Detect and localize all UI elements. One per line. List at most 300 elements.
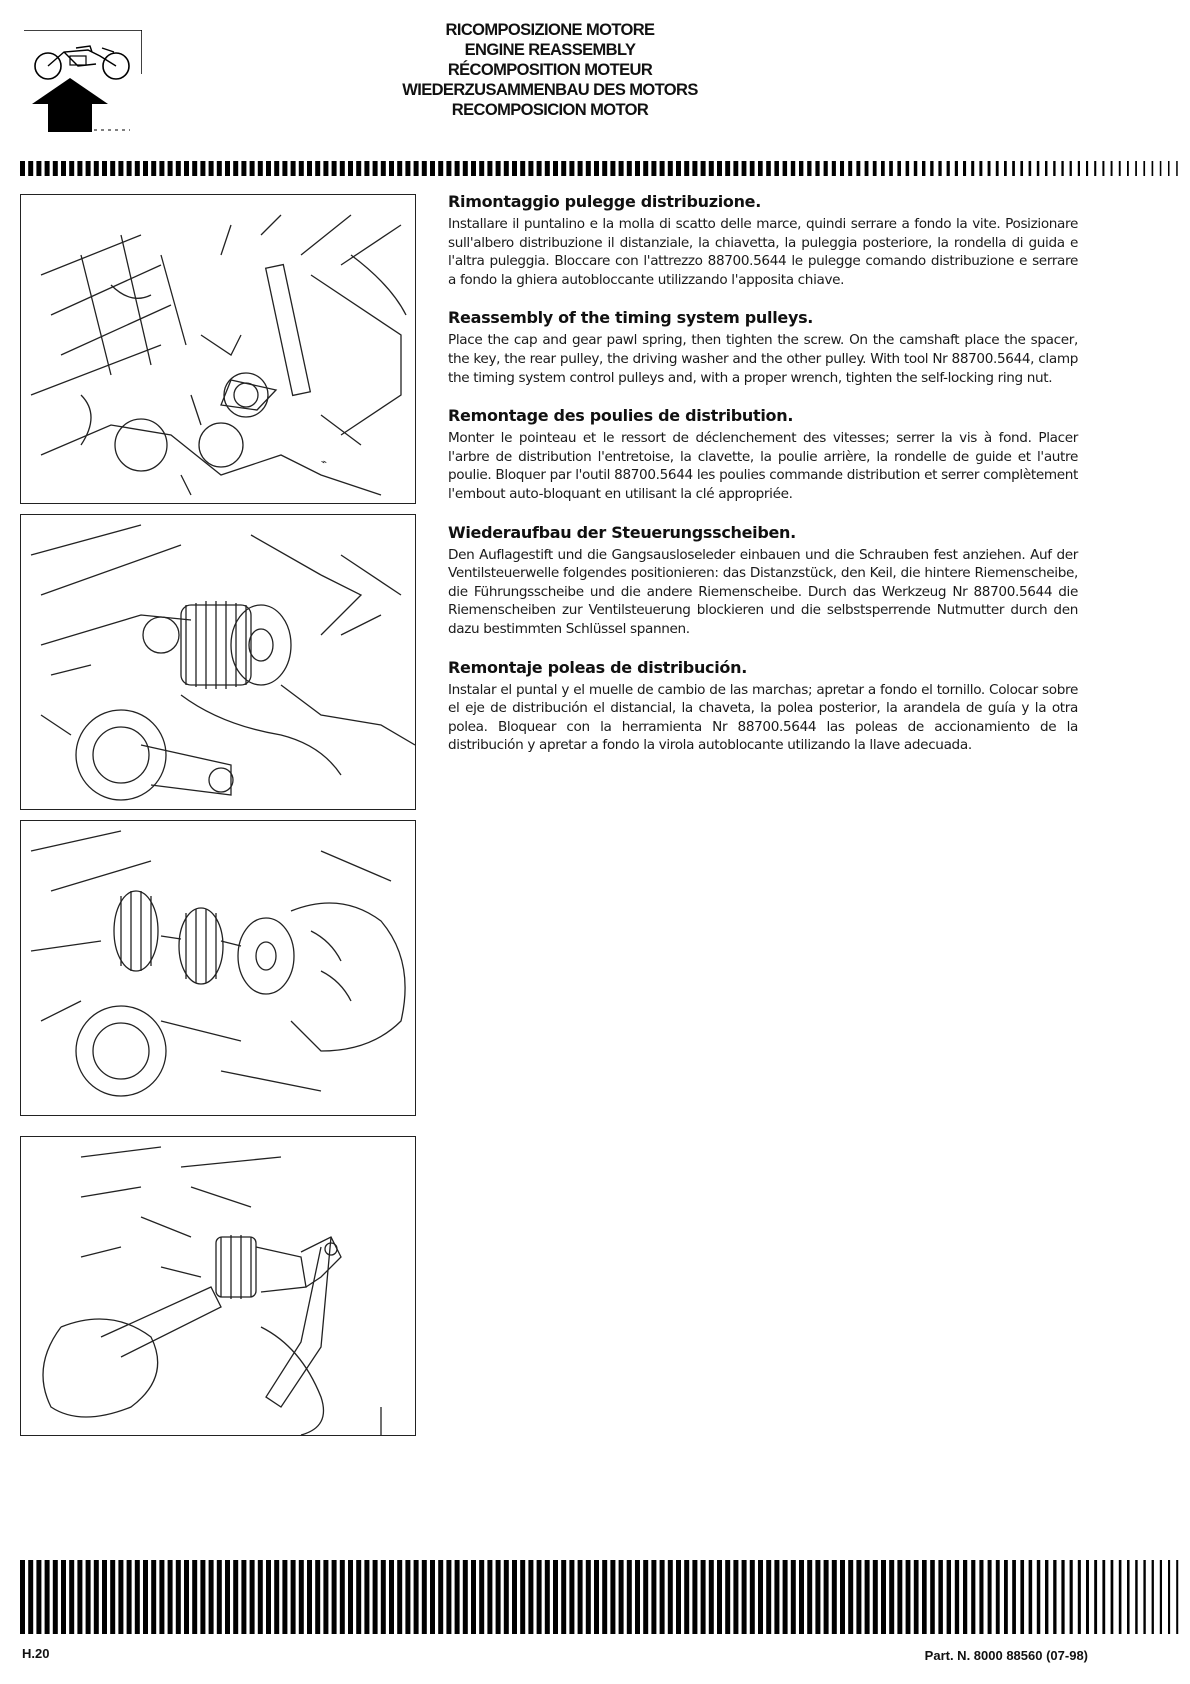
stripe xyxy=(569,161,574,176)
stripe xyxy=(53,161,58,176)
stripe xyxy=(381,1560,386,1634)
stripe xyxy=(971,1560,975,1634)
stripe xyxy=(1168,1560,1170,1634)
stripe xyxy=(446,161,451,176)
stripe xyxy=(127,1560,132,1634)
stripe xyxy=(610,1560,615,1634)
stripe xyxy=(1020,161,1023,176)
stripe xyxy=(250,1560,255,1634)
stripe xyxy=(963,1560,967,1634)
stripe xyxy=(619,1560,624,1634)
stripe xyxy=(159,1560,164,1634)
svg-text:⌁: ⌁ xyxy=(321,457,328,468)
stripe xyxy=(209,161,214,176)
stripe xyxy=(922,161,925,176)
stripe xyxy=(569,1560,574,1634)
stripe xyxy=(373,1560,378,1634)
stripe xyxy=(1176,1560,1178,1634)
stripe xyxy=(553,1560,558,1634)
stripe xyxy=(807,1560,812,1634)
section-heading-es: Remontaje poleas de distribución. xyxy=(448,657,747,677)
stripe xyxy=(168,161,173,176)
stripe xyxy=(651,161,656,176)
stripe xyxy=(479,1560,484,1634)
stripe xyxy=(496,161,501,176)
stripe xyxy=(241,1560,246,1634)
stripe xyxy=(766,161,771,176)
stripe xyxy=(684,161,689,176)
stripe xyxy=(660,161,665,176)
stripe xyxy=(1004,161,1007,176)
section-de xyxy=(448,523,1078,639)
stripe xyxy=(266,161,271,176)
stripe xyxy=(717,161,722,176)
stripe xyxy=(610,161,615,176)
title-it: RICOMPOSIZIONE MOTORE xyxy=(445,21,655,39)
stripe xyxy=(1070,1560,1073,1634)
stripe xyxy=(676,161,681,176)
stripe xyxy=(118,161,123,176)
stripe xyxy=(323,161,328,176)
stripe xyxy=(955,1560,959,1634)
stripe xyxy=(282,1560,287,1634)
stripe xyxy=(233,161,238,176)
stripe xyxy=(28,1560,33,1634)
stripe xyxy=(807,161,811,176)
stripe xyxy=(430,1560,435,1634)
stripe xyxy=(627,1560,632,1634)
title-fr: RÉCOMPOSITION MOTEUR xyxy=(447,61,653,79)
stripe xyxy=(184,161,189,176)
stripe xyxy=(53,1560,58,1634)
stripe xyxy=(586,1560,591,1634)
title-de: WIEDERZUSAMMENBAU DES MOTORS xyxy=(402,81,698,99)
stripe xyxy=(1012,1560,1016,1634)
stripe xyxy=(1160,1560,1162,1634)
stripe xyxy=(865,161,869,176)
stripe xyxy=(602,161,607,176)
stripe xyxy=(61,161,66,176)
stripe xyxy=(701,161,706,176)
stripe xyxy=(143,1560,148,1634)
stripe xyxy=(774,1560,779,1634)
stripe xyxy=(668,1560,673,1634)
stripe xyxy=(528,161,533,176)
stripe xyxy=(1152,1560,1154,1634)
stripe xyxy=(323,1560,328,1634)
stripe xyxy=(906,1560,911,1634)
section-es xyxy=(448,658,1078,755)
stripe xyxy=(947,1560,951,1634)
stripe xyxy=(979,1560,983,1634)
stripe xyxy=(274,1560,279,1634)
stripe xyxy=(463,1560,468,1634)
stripe xyxy=(889,1560,894,1634)
stripe xyxy=(405,1560,410,1634)
stripe xyxy=(971,161,974,176)
stripe xyxy=(36,161,41,176)
stripe xyxy=(250,161,255,176)
stripe xyxy=(561,1560,566,1634)
stripe xyxy=(1037,1560,1040,1634)
section-body-en: Place the cap and gear pawl spring, then tighten the screw. On the camshaft place the spacer, the key, the rear pulley, the driving washer and the other pulley. With tool Nr 88700.5644, clamp the timing system control pulleys and, with a proper wrench, tighten the self-locking ring nut. xyxy=(448,332,1078,386)
stripe xyxy=(668,161,673,176)
section-it xyxy=(448,192,1078,289)
stripe xyxy=(938,161,941,176)
stripe xyxy=(1111,1560,1114,1634)
stripe xyxy=(1053,1560,1056,1634)
stripe xyxy=(545,161,550,176)
stripe xyxy=(200,161,205,176)
stripe xyxy=(471,1560,476,1634)
stripe xyxy=(815,1560,820,1634)
stripe xyxy=(815,161,819,176)
stripe xyxy=(643,161,648,176)
stripe xyxy=(897,161,901,176)
stripe xyxy=(979,161,982,176)
stripe xyxy=(791,161,795,176)
stripe xyxy=(856,161,860,176)
stripe xyxy=(824,1560,829,1634)
stripe xyxy=(873,161,877,176)
stripe xyxy=(733,1560,738,1634)
stripe xyxy=(127,161,132,176)
stripe xyxy=(86,1560,91,1634)
stripe xyxy=(1127,161,1129,176)
stripe xyxy=(1070,161,1072,176)
stripe xyxy=(487,1560,492,1634)
stripe xyxy=(487,161,492,176)
stripe xyxy=(1045,1560,1048,1634)
stripe xyxy=(77,161,82,176)
stripe xyxy=(512,161,517,176)
stripe xyxy=(36,1560,41,1634)
stripe xyxy=(537,161,542,176)
stripe xyxy=(578,161,583,176)
stripe xyxy=(758,1560,763,1634)
stripe xyxy=(1086,161,1088,176)
stripe xyxy=(45,161,50,176)
stripe xyxy=(405,161,410,176)
stripe xyxy=(553,161,558,176)
stripe xyxy=(1020,1560,1024,1634)
stripe xyxy=(135,161,140,176)
stripe xyxy=(1012,161,1015,176)
stripe xyxy=(1029,1560,1033,1634)
stripe xyxy=(438,161,443,176)
stripe xyxy=(1119,1560,1122,1634)
stripe xyxy=(28,161,33,176)
stripe xyxy=(192,161,197,176)
figure-1 xyxy=(20,194,416,504)
figure-2 xyxy=(20,514,416,810)
stripe xyxy=(996,161,999,176)
stripe xyxy=(676,1560,681,1634)
stripe xyxy=(930,1560,935,1634)
stripe xyxy=(1119,161,1121,176)
section-heading-fr: Remontage des poulies de distribution. xyxy=(448,406,794,426)
stripe xyxy=(159,161,164,176)
stripe xyxy=(840,1560,845,1634)
stripe xyxy=(1061,1560,1064,1634)
stripe xyxy=(930,161,933,176)
stripe xyxy=(545,1560,550,1634)
stripe xyxy=(865,1560,870,1634)
stripe xyxy=(783,1560,788,1634)
stripe xyxy=(635,1560,640,1634)
stripe xyxy=(1135,161,1137,176)
stripe xyxy=(110,161,115,176)
stripe xyxy=(356,161,361,176)
stripe xyxy=(504,161,509,176)
figure-1-wrench-on-pulley-nut xyxy=(21,195,415,503)
stripe xyxy=(709,1560,714,1634)
stripe xyxy=(192,1560,197,1634)
stripe xyxy=(397,1560,402,1634)
stripe xyxy=(594,161,599,176)
stripe xyxy=(1143,1560,1145,1634)
stripe xyxy=(151,161,156,176)
stripe xyxy=(627,161,632,176)
stripe xyxy=(258,1560,263,1634)
stripe xyxy=(873,1560,878,1634)
stripe xyxy=(922,1560,927,1634)
stripe xyxy=(742,161,747,176)
stripe xyxy=(561,161,566,176)
stripe xyxy=(528,1560,533,1634)
stripe xyxy=(758,161,763,176)
stripe xyxy=(725,161,730,176)
figure-3 xyxy=(20,820,416,1116)
stripe xyxy=(69,1560,74,1634)
stripe xyxy=(906,161,910,176)
stripe xyxy=(717,1560,722,1634)
stripe xyxy=(102,1560,107,1634)
stripe xyxy=(217,161,222,176)
title-es: RECOMPOSICION MOTOR xyxy=(451,101,649,119)
stripe xyxy=(340,1560,345,1634)
stripe xyxy=(1086,1560,1089,1634)
stripe xyxy=(143,161,148,176)
stripe xyxy=(897,1560,902,1634)
stripe xyxy=(209,1560,214,1634)
bottom-bar-stripes xyxy=(20,1560,1180,1634)
stripe xyxy=(750,1560,755,1634)
stripe xyxy=(217,1560,222,1634)
stripe xyxy=(701,1560,706,1634)
figure-4 xyxy=(20,1136,416,1436)
stripe xyxy=(537,1560,542,1634)
stripe xyxy=(422,161,427,176)
section-en xyxy=(448,308,1078,387)
stripe xyxy=(1135,1560,1137,1634)
stripe xyxy=(1061,161,1063,176)
stripe xyxy=(750,161,755,176)
stripe xyxy=(348,1560,353,1634)
stripe xyxy=(947,161,950,176)
section-heading-en: Reassembly of the timing system pulleys. xyxy=(448,308,814,328)
stripe xyxy=(709,161,714,176)
stripe xyxy=(1127,1560,1130,1634)
stripe xyxy=(20,161,25,176)
stripe xyxy=(414,1560,419,1634)
stripe xyxy=(455,161,460,176)
stripe xyxy=(20,1560,25,1634)
top-bar-stripes xyxy=(20,161,1180,176)
stripe xyxy=(258,161,263,176)
stripe xyxy=(1160,161,1162,176)
stripe xyxy=(832,161,836,176)
stripe xyxy=(397,161,402,176)
stripe xyxy=(77,1560,82,1634)
stripe xyxy=(766,1560,771,1634)
stripe xyxy=(848,161,852,176)
motorcycle-arrow-icon xyxy=(18,30,142,148)
part-number: Part. N. 8000 88560 (07-98) xyxy=(924,1648,1088,1663)
figure-2-timing-pulley xyxy=(21,515,415,809)
stripe xyxy=(200,1560,205,1634)
stripe xyxy=(1045,161,1047,176)
stripe xyxy=(1037,161,1040,176)
stripe xyxy=(1029,161,1032,176)
stripe xyxy=(602,1560,607,1634)
stripe xyxy=(168,1560,173,1634)
stripe xyxy=(791,1560,796,1634)
stripe xyxy=(1111,161,1113,176)
stripe xyxy=(651,1560,656,1634)
stripe xyxy=(118,1560,123,1634)
stripe xyxy=(914,1560,919,1634)
stripe xyxy=(496,1560,501,1634)
stripe xyxy=(315,161,320,176)
stripe xyxy=(282,161,287,176)
stripe xyxy=(840,161,844,176)
stripe xyxy=(1053,161,1055,176)
section-heading-it: Rimontaggio pulegge distribuzione. xyxy=(448,192,762,211)
stripe xyxy=(307,161,312,176)
stripe xyxy=(1176,161,1178,176)
stripe xyxy=(45,1560,50,1634)
stripe xyxy=(692,161,697,176)
page-number: H.20 xyxy=(22,1646,50,1661)
stripe xyxy=(356,1560,361,1634)
section-body-es: Instalar el puntal y el muelle de cambio de las marchas; apretar a fondo el tornillo. Colocar sobre el eje de distribución el distancial, la chaveta, la polea posterior, la arandela de guía y la otra polea. Bloquear con la herramienta Nr 88700.5644 las poleas de accionamiento de la distribución y apretar a fondo la virola autoblocante utilizando la llave adecuada. xyxy=(448,681,1078,754)
section-body-fr: Monter le pointeau et le ressort de déclenchement des vitesses; serrer la vis à fond. Placer l'arbre de distribution l'entretoise, la clavette, la poulie arrière, la rondelle de guide et l'autre poulie. Bloquer par l'outil 88700.5644 les poulies commande distribution et serrer complètement l'embout auto-bloquant en utilisant la clé appropriée. xyxy=(448,430,1078,502)
stripe xyxy=(315,1560,320,1634)
stripe xyxy=(881,1560,886,1634)
stripe xyxy=(643,1560,648,1634)
stripe xyxy=(1102,161,1104,176)
stripe xyxy=(332,161,337,176)
stripe xyxy=(520,1560,525,1634)
figure-4-tool-clamp-and-wrench xyxy=(21,1137,415,1435)
stripe xyxy=(299,1560,304,1634)
stripe xyxy=(955,161,958,176)
stripe xyxy=(774,161,779,176)
stripe xyxy=(914,161,917,176)
stripe xyxy=(414,161,419,176)
stripe xyxy=(455,1560,460,1634)
stripe xyxy=(430,161,435,176)
stripe xyxy=(996,1560,1000,1634)
stripe xyxy=(856,1560,861,1634)
stripe xyxy=(889,161,893,176)
stripe xyxy=(61,1560,66,1634)
stripe xyxy=(512,1560,517,1634)
stripe xyxy=(799,161,803,176)
stripe xyxy=(1168,161,1170,176)
stripe xyxy=(733,161,738,176)
stripe xyxy=(151,1560,156,1634)
stripe xyxy=(1004,1560,1008,1634)
stripe xyxy=(176,161,181,176)
stripe xyxy=(1078,1560,1081,1634)
stripe xyxy=(102,161,107,176)
stripe xyxy=(110,1560,115,1634)
stripe xyxy=(373,161,378,176)
stripe xyxy=(332,1560,337,1634)
stripe xyxy=(446,1560,451,1634)
section-body-it: Installare il puntalino e la molla di scatto delle marce, quindi serrare a fondo la vite. Posizionare sull'albero distribuzione il distanziale, la chiavetta, la puleggia posteriore, la rondella di guida e l'altra puleggia. Bloccare con l'attrezzo 88700.5644 le pulegge comando distribuzione e serrare a fondo la ghiera autobloccante utilizzando l'apposita chiave. xyxy=(448,216,1078,288)
section-fr xyxy=(448,406,1078,503)
stripe xyxy=(176,1560,181,1634)
text-column xyxy=(448,192,1078,774)
stripe xyxy=(422,1560,427,1634)
stripe xyxy=(783,161,787,176)
stripe xyxy=(307,1560,312,1634)
stripe xyxy=(389,161,394,176)
stripe xyxy=(389,1560,394,1634)
stripe xyxy=(1094,1560,1097,1634)
stripe xyxy=(988,1560,992,1634)
stripe xyxy=(504,1560,509,1634)
stripe xyxy=(348,161,353,176)
stripe xyxy=(824,161,828,176)
stripe xyxy=(233,1560,238,1634)
section-body-de: Den Auflagestift und die Gangsausloseleder einbauen und die Schrauben fest anziehen. Auf der Ventilsteuerwelle folgendes positionieren: das Distanzstück, den Keil, die hintere Riemenscheibe, die Führungsscheibe und die andere Riemenscheibe. Durch das Werkzeug Nr 88700.5644 die Riemenscheiben zur Ventilsteuerung blockieren und die selbstsperrende Nutmutter durch den dazu bestimmten Schlüssel spannen. xyxy=(448,546,1078,637)
section-heading-de: Wiederaufbau der Steuerungsscheiben. xyxy=(448,522,796,542)
stripe xyxy=(69,161,74,176)
stripe xyxy=(381,161,386,176)
stripe xyxy=(471,161,476,176)
stripe xyxy=(520,161,525,176)
stripe xyxy=(184,1560,189,1634)
stripe xyxy=(364,161,369,176)
stripe xyxy=(299,161,304,176)
stripe xyxy=(594,1560,599,1634)
stripe xyxy=(963,161,966,176)
stripe xyxy=(274,161,279,176)
stripe xyxy=(938,1560,942,1634)
stripe xyxy=(848,1560,853,1634)
stripe xyxy=(988,161,991,176)
stripe xyxy=(225,1560,230,1634)
stripe xyxy=(619,161,624,176)
stripe xyxy=(86,161,91,176)
stripe xyxy=(742,1560,747,1634)
stripe xyxy=(266,1560,271,1634)
stripe xyxy=(1078,161,1080,176)
stripe xyxy=(660,1560,665,1634)
stripe xyxy=(1152,161,1154,176)
stripe xyxy=(684,1560,689,1634)
section-logo xyxy=(18,30,142,148)
stripe xyxy=(94,161,99,176)
stripe xyxy=(479,161,484,176)
stripe xyxy=(586,161,591,176)
stripe xyxy=(291,161,296,176)
title-en: ENGINE REASSEMBLY xyxy=(464,41,636,59)
